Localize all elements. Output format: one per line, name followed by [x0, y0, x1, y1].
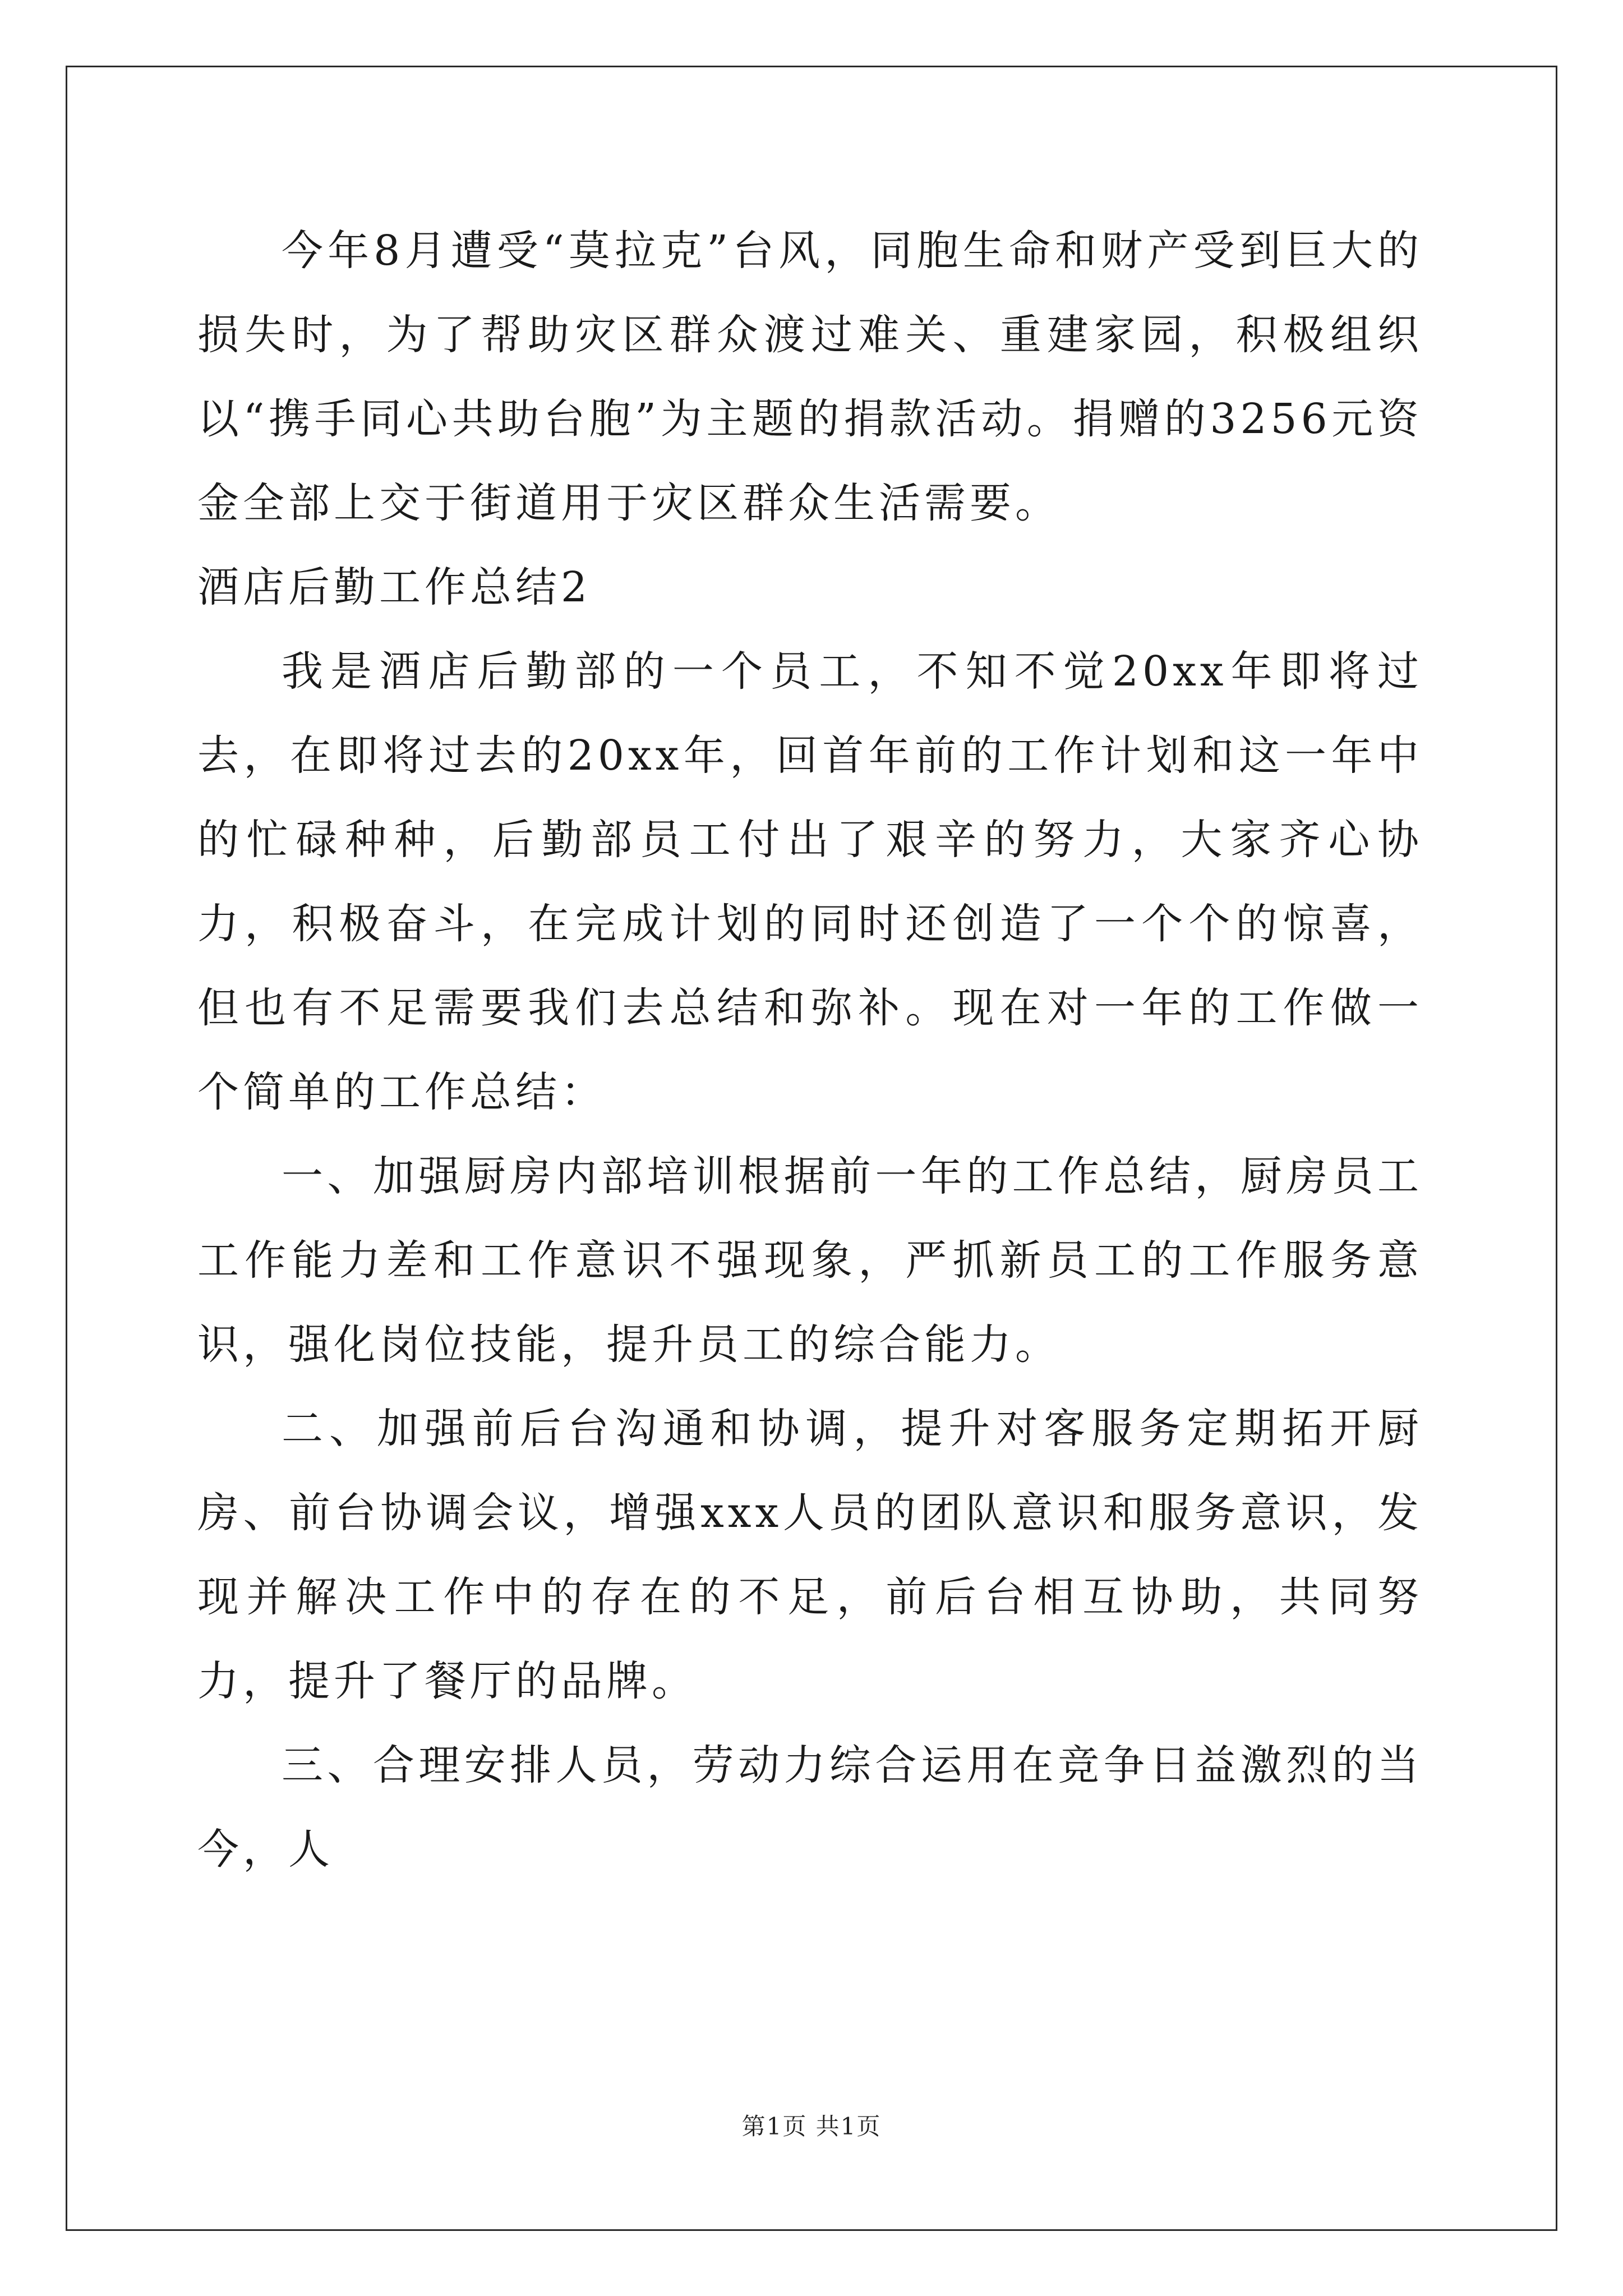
paragraph-intro: 我是酒店后勤部的一个员工，不知不觉20xx年即将过去，在即将过去的20xx年，回首年前的工作计划和这一年中的忙碌种种，后勤部员工付出了艰辛的努力，大家齐心协力，积极奋斗，在完成计划的同时还创造了一个个的惊喜，但也有不足需要我们去总结和弥补。现在对一年的工作做一个简单的工作总结：	[197, 647, 1423, 1116]
paragraph-typhoon-donation: 今年8月遭受“莫拉克”台风，同胞生命和财产受到巨大的损失时，为了帮助灾区群众渡过难关、重建家园，积极组织以“携手同心共助台胞”为主题的捐款活动。捐赠的3256元资金全部上交于街道用于灾区群众生活需要。	[197, 227, 1423, 527]
page-footer: 第1页 共1页	[741, 2113, 882, 2140]
paragraph-kitchen-training: 一、加强厨房内部培训根据前一年的工作总结，厨房员工工作能力差和工作意识不强现象，严抓新员工的工作服务意识，强化岗位技能，提升员工的综合能力。	[197, 1152, 1423, 1369]
section-heading: 酒店后勤工作总结2	[197, 563, 592, 611]
paragraph-staff-arrangement: 三、合理安排人员，劳动力综合运用在竞争日益激烈的当今，人	[197, 1741, 1423, 1874]
document-body	[197, 209, 1423, 1892]
paragraph-front-back-coordination: 二、加强前后台沟通和协调，提升对客服务定期拓开厨房、前台协调会议，增强xxx人员的团队意识和服务意识，发现并解决工作中的存在的不足，前后台相互协助，共同努力，提升了餐厅的品牌。	[197, 1405, 1423, 1705]
